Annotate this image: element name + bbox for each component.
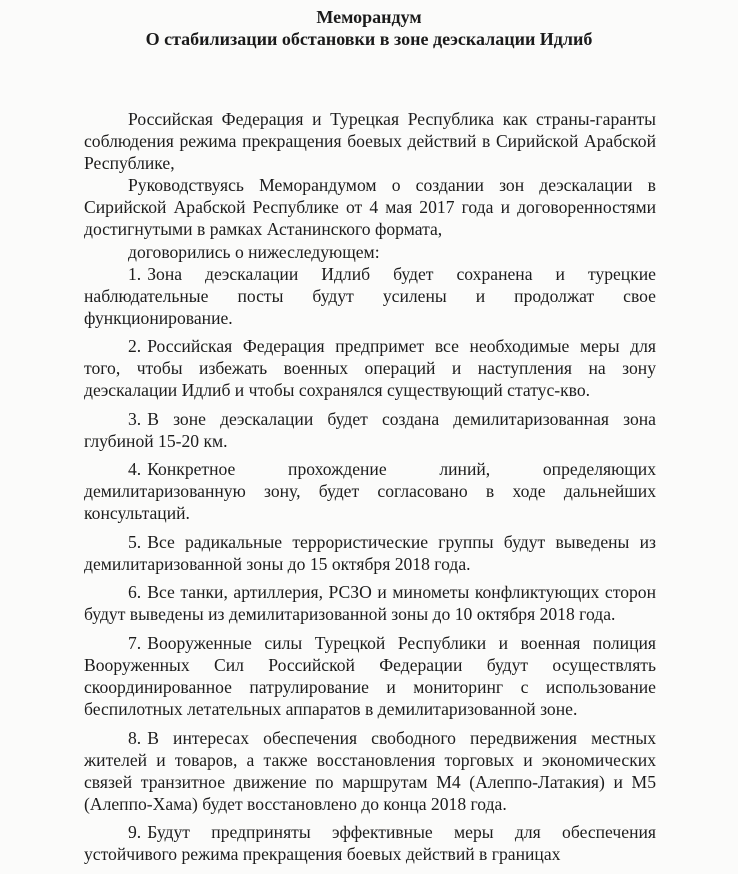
item-text: Будут предприняты эффективные меры для обеспечения устойчивого режима прекращения боевых действий в границах	[84, 822, 656, 865]
list-item	[84, 458, 656, 524]
item-number: 1.	[128, 263, 142, 284]
list-item	[84, 632, 656, 720]
list-item	[84, 821, 656, 865]
item-text: Все танки, артиллерия, РСЗО и минометы конфликтующих сторон будут выведены из демилитаризованной зоны до 10 октября 2018 года.	[84, 582, 656, 625]
intro-paragraph: Руководствуясь Меморандумом о создании зон деэскалации в Сирийской Арабской Республике от 4 мая 2017 года и договоренностями достигнутыми в рамках Астанинского формата,	[84, 175, 656, 240]
item-text: В зоне деэскалации будет создана демилитаризованная зона глубиной 15-20 км.	[84, 408, 656, 451]
item-number: 2.	[128, 336, 142, 357]
list-item	[84, 727, 656, 815]
item-text: В интересах обеспечения свободного передвижения местных жителей и товаров, а также восстановления торговых и экономических связей транзитное движение по маршрутам М4 (Алеппо-Латакия) и М5 (Алеппо-Хама) будет восстановлено до конца 2018 года.	[84, 727, 656, 814]
item-number: 3.	[128, 408, 142, 429]
item-text: Конкретное прохождение линий, определяющих демилитаризованную зону, будет согласовано в ходе дальнейших консультаций.	[84, 459, 656, 524]
list-item	[84, 263, 656, 329]
item-text: Вооруженные силы Турецкой Республики и военная полиция Вооруженных Сил Российской Федерации будут осуществлять скоординированное патрулирование и мониторинг с использование беспилотных летательных аппаратов в демилитаризованной зоне.	[84, 632, 656, 720]
item-number: 8.	[128, 727, 142, 748]
intro-paragraph: договорились о нижеследующем:	[128, 241, 380, 262]
item-number: 9.	[128, 822, 142, 843]
item-number: 5.	[128, 531, 142, 552]
list-item	[84, 531, 656, 575]
item-text: Зона деэскалации Идлиб будет сохранена и турецкие наблюдательные посты будут усилены и продолжат свое функционирование.	[84, 263, 656, 328]
item-number: 7.	[128, 632, 142, 653]
item-text: Все радикальные террористические группы будут выведены из демилитаризованной зоны до 15 октября 2018 года.	[84, 531, 656, 574]
list-item	[84, 335, 656, 401]
list-item	[84, 581, 656, 625]
item-number: 4.	[128, 459, 142, 480]
list-item	[84, 408, 656, 452]
item-number: 6.	[128, 582, 142, 603]
intro-paragraph: Российская Федерация и Турецкая Республика как страны-гаранты соблюдения режима прекращения боевых действий в Сирийской Арабской Республике,	[84, 109, 656, 174]
title-block	[0, 6, 738, 50]
document-subtitle: О стабилизации обстановки в зоне деэскалации Идлиб	[145, 29, 593, 49]
document-body	[84, 108, 656, 865]
document-title: Меморандум	[316, 7, 422, 27]
item-text: Российская Федерация предпримет все необходимые меры для того, чтобы избежать военных операций и наступления на зону деэскалации Идлиб и чтобы сохранялся существующий статус-кво.	[84, 336, 656, 401]
